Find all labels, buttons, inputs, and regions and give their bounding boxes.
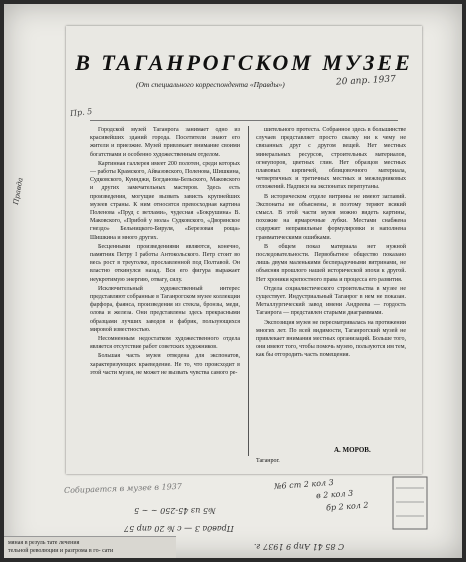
article-column-right xyxy=(256,126,406,426)
upside-down-note-3: С 85 41 Апр 9 1937 г. xyxy=(254,542,345,551)
handwritten-note-1: №6 ст 2 кол 3 xyxy=(273,477,335,492)
paragraph: Исключительный художественный интерес представляют собранные в Таганрогском музее коллекции фарфора, фаянса, произведения из стекла, бронзы, меди, олова и железа. Они представлены здесь прекрасными образцами лучших заводов и фабрик, пользующихся мировой известностью. xyxy=(90,285,240,333)
handwritten-date: 20 апр. 1937 xyxy=(335,74,397,88)
archive-stamp xyxy=(390,474,430,532)
handwritten-left-note: Пр. 5 xyxy=(69,106,93,119)
paragraph: Отдела социалистического строительства в музее не существует. Индустриальный Таганрог в нем не показан. Металлургический завод имени Андреева — гордость Таганрога — представлен старыми диаграммами. xyxy=(256,285,406,317)
adjacent-clipping-strip xyxy=(4,536,176,558)
paragraph: шительного протеста. Собранное здесь в большинстве случаев представляет просто свалку ни к чему не связанных друг с другом вещей. Нет местных минеральных ресурсов, строительных материалов, огнеупоров, цветных глин. Нет образцов местных плавовых кирпичей, облицовочного материала, четвертичных и третичных местных и межледниковых отложений. Надписи на экспонатах перепутаны. xyxy=(256,127,406,191)
handwritten-margin-note: Правда xyxy=(12,176,25,206)
column-divider xyxy=(248,126,249,456)
archive-sheet xyxy=(4,4,462,558)
header-rule xyxy=(90,120,398,121)
paragraph: Большая часть музея отведена для экспонатов, характеризующих краеведение. Не то, что происходит в этой части музея, не может не вызвать чувства самого ре- xyxy=(90,353,240,376)
upside-down-note-2: №5 из 45-250 ~ ~ 5 xyxy=(134,506,216,515)
paragraph: Несомненным недостатком художественного отдела является отсутствие работ советских художников. xyxy=(90,336,240,351)
article-place: Таганрог. xyxy=(256,458,280,464)
handwritten-note-3: бр 2 кол 2 xyxy=(325,500,369,513)
paragraph: Экспозиция музея не пересматривалась на протяжении многих лет. По всей видимости, Таганрогский музей не привлекает внимания местных организаций. Больше того, они имеют того, чтобы помочь музею, пользуются им тем, как бы отгородить часть помещения. xyxy=(256,319,406,359)
paragraph: Картинная галлерея имеет 200 полотен, среди которых — работы Крамского, Айвазовского, Поленова, Шишкина, Судковского, Куинджи, Богданова-Бельского, Маковского и других замечательных мастеров. Здесь есть произведения, могущие вызвать зависть крупнейших музеев страны. К ним относятся превосходная картина Поленова «Пруд с ветлами», чудесная «Бокрушина» В. Маковского, «Прибой у мола» Судковского, «Дворянское гнездо» Бельницкого-Бируля, «Березовая роща» Шишкина и много других. xyxy=(90,160,240,241)
article-author: А. МОРОВ. xyxy=(334,446,371,454)
paragraph: Бесценными произведениями являются, конечно, памятник Петру I работы Антокольского. Петр стоит во весь рост в треуголке, прославленной под Полтавой. Он властно откинулся назад. Вся его фигура выражает неукротимую энергию, отвагу, силу. xyxy=(90,243,240,283)
article-column-left xyxy=(90,126,240,456)
handwritten-note-2: в 2 кол 3 xyxy=(315,488,354,501)
paragraph: Городской музей Таганрога занимает одно из красивейших зданий города. Посетители знают его жители и приезжие. Музей привлекает внимание своими богатствами и особенно художественным отделом. xyxy=(90,127,240,158)
strip-line: тельной революции и разгрома в го- сати xyxy=(8,548,114,554)
newspaper-clipping xyxy=(66,26,422,474)
strip-line: мяная в резуль тате лечения xyxy=(8,540,80,546)
article-title: В ТАГАНРОГСКОМ МУЗЕЕ xyxy=(75,50,413,75)
paragraph: В общем показ материала нет нужной последовательности. Первобытное общество показано лишь двумя маленькими бесперадочными витринами, не объясняя прошлого нашей исторической эпохи к другой. Нет хроники крепостного права и процесса его развития. xyxy=(256,243,406,283)
handwritten-note-4: Собирается в музее в 1937 xyxy=(63,481,183,496)
article-subtitle: (От специального корреспондента «Правды») xyxy=(136,80,285,89)
upside-down-note-1: Правда 3 — с № 20 апр 57 xyxy=(124,524,234,533)
paragraph: В историческом отделе витрины не имеют заглавий. Экспонаты не объяснены, и поэтому теряют всякий смысл. В этой части музея можно видеть картины, похожие на ярмарочные лубки. Местами снабжена содержит неправильные формулировки и наполнена грамматическими ошибками. xyxy=(256,193,406,241)
